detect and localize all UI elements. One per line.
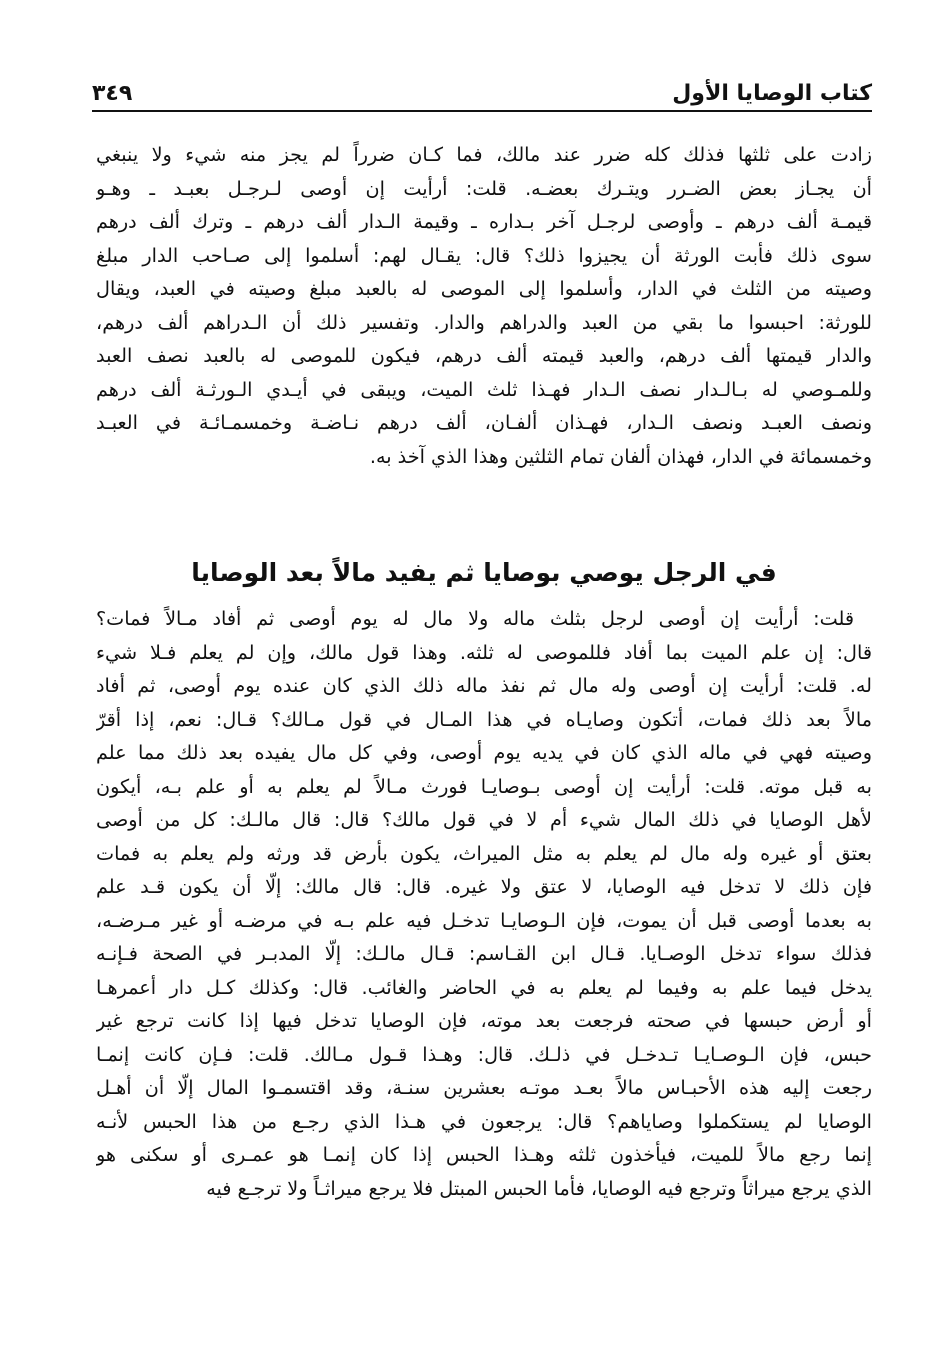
text-line: فإن ذلك لا تدخل فيه الوصايا، لا عتق ولا غيره. قال: قال مالك: إلّا أن يكون قـد علم: [96, 875, 872, 898]
text-line: وللمـوصي له بـالـدار نصف الـدار فهـذا ثلث الميت، ويبقى في أيـدي الـورثـة ألف درهم: [96, 377, 872, 401]
text-line: إنما رجع مالاً للميت، فيأخذون ثلثه وهـذا الحبس إذا كان إنمـا هو عمـرى أو سكنى هو: [96, 1143, 872, 1166]
paragraph-2: [96, 602, 872, 1205]
page-number: ٣٤٩: [92, 81, 133, 106]
text-line: به قبل موته. قلت: أرأيت إن أوصى بـوصايـا فورث مـالاً لم يعلم به أو علم بـه، أيكون: [96, 774, 872, 798]
text-line: لأهل الوصايا في ذلك المال شيء أم لا في قول مالك؟ قال: قال مالـك: كل من أوصى: [96, 808, 872, 831]
text-line: وخمسمائة في الدار، فهذان ألفان تمام الثلثين وهذا الذي آخذ به.: [369, 444, 872, 468]
text-line: أو أرض حبسها في صحته فرجعت بعد موته، فإن الوصايا تدخل فيها إذا كانت ترجع غير: [96, 1009, 872, 1032]
section-heading: في الرجل يوصي بوصايا ثم يفيد مالاً بعد الوصايا: [191, 558, 777, 587]
text-line: له. قلت: أرأيت إن أوصى وله مال ثم نفذ ماله ذلك الذي كان عنده يوم أوصى، ثم أفاد: [96, 674, 872, 697]
text-line: ونصف العبـد ونصف الـدار، فهـذان ألفـان، ألف درهم نـاضـة وخمسمـائـة في العبـد: [96, 411, 872, 434]
text-line: للورثة: احبسوا ما بقي من العبد والدراهم والدار. وتفسير ذلك أن الـدراهم ألف درهم،: [96, 310, 872, 334]
text-line: الوصايا لم يستكملوا وصاياهم؟ قال: يرجعون في هـذا الذي رجـع من هذا الحبس لأنـه: [96, 1109, 872, 1133]
paragraph-1: [96, 138, 872, 473]
text-line: وصيته من الثلث في الدار، وأسلموا إلى الموصى له بالعبد مبلغ وصيته في العبد، ويقال: [96, 277, 872, 300]
text-line: والدار قيمتها ألف درهم، والعبد قيمته ألف درهم، فيكون للموصى له بالعبد نصف العبد: [96, 344, 872, 367]
text-line: حبس، فإن الـوصـايـا تـدخـل في ذلـك. قال: وهـذا قـول مـالك. قلت: فـإن كانت إنمـا: [96, 1042, 872, 1066]
text-line: الذي يرجع ميراثاً وترجع فيه الوصايا، فأما الحبس المبتل فلا يرجع ميراثـاً ولا ترجـع فيه: [206, 1176, 872, 1200]
text-line: أن يجـاز بعض الضـرر ويتـرك بعضـه. قلت: أرأيت إن أوصى لـرجـل بعبـد ـ وهـو: [96, 176, 872, 200]
text-line: بعتق أو غيره وله مال لم يعلم به مثل الميراث، يكون بأرض قد ورثه ولم يعلم به فمات: [96, 841, 872, 865]
running-header: [92, 70, 872, 112]
text-line: قال: إن علم الميت بما أفاد فللموصى له ثلثه. وهذا قول مالك، وإن لم يعلم فـلا شيء: [96, 640, 872, 664]
text-line: قيمـة ألف درهم ـ وأوصى لرجـل آخر بـداره ـ وقيمة الـدار ألف درهم ـ وترك ألف درهم: [96, 210, 872, 233]
text-line: رجعت إليه هذه الأحبـاس مالاً بعـد موتـه بعشرين سنـة، وقد اقتسمـوا المال إلّا أن أهـل: [96, 1076, 872, 1099]
text-line: يدخل فيما علم به وفيما لم يعلم به في الحاضر والغائب. قال: وكذلك كـل دار أعمرهـا: [96, 975, 872, 999]
text-line: زادت على ثلثها فذلك كله ضرر عند مالك، فما كـان ضرراً لم يجز منه شيء ولا ينبغي: [96, 143, 872, 166]
text-line: به بعدما أوصى قبل أن يموت، فإن الـوصايـا تدخـل فيه علم بـه في مرضـه أو غير مـرضـه،: [96, 908, 872, 932]
book-title: كتاب الوصايا الأول: [672, 81, 872, 106]
text-line: سوى ذلك فأبت الورثة أن يجيزوا ذلك؟ قال: يقـال لهم: أسلموا إلى صـاحب الدار مبلغ: [96, 243, 872, 267]
text-line: وصيته فهي في ماله الذي كان في يديه يوم أوصى، وفي كل مال يفيده بعد ذلك مما علم: [96, 741, 872, 764]
text-line: قلت: أرأيت إن أوصى لرجل بثلث ماله ولا مال له يوم أوصى ثم أفاد مـالاً فمات؟: [96, 607, 854, 630]
text-line: فذلك سواء تدخل الوصـايا. قـال ابن القـاسم: قـال مالـك: إلّا المدبـر في الصحة فـإنـه: [96, 942, 872, 965]
text-line: مالاً بعد ذلك فمات، أتكون وصايـاه في هذا المـال في قول مـالك؟ قـال: نعم، إذا أقرّ: [96, 707, 872, 731]
